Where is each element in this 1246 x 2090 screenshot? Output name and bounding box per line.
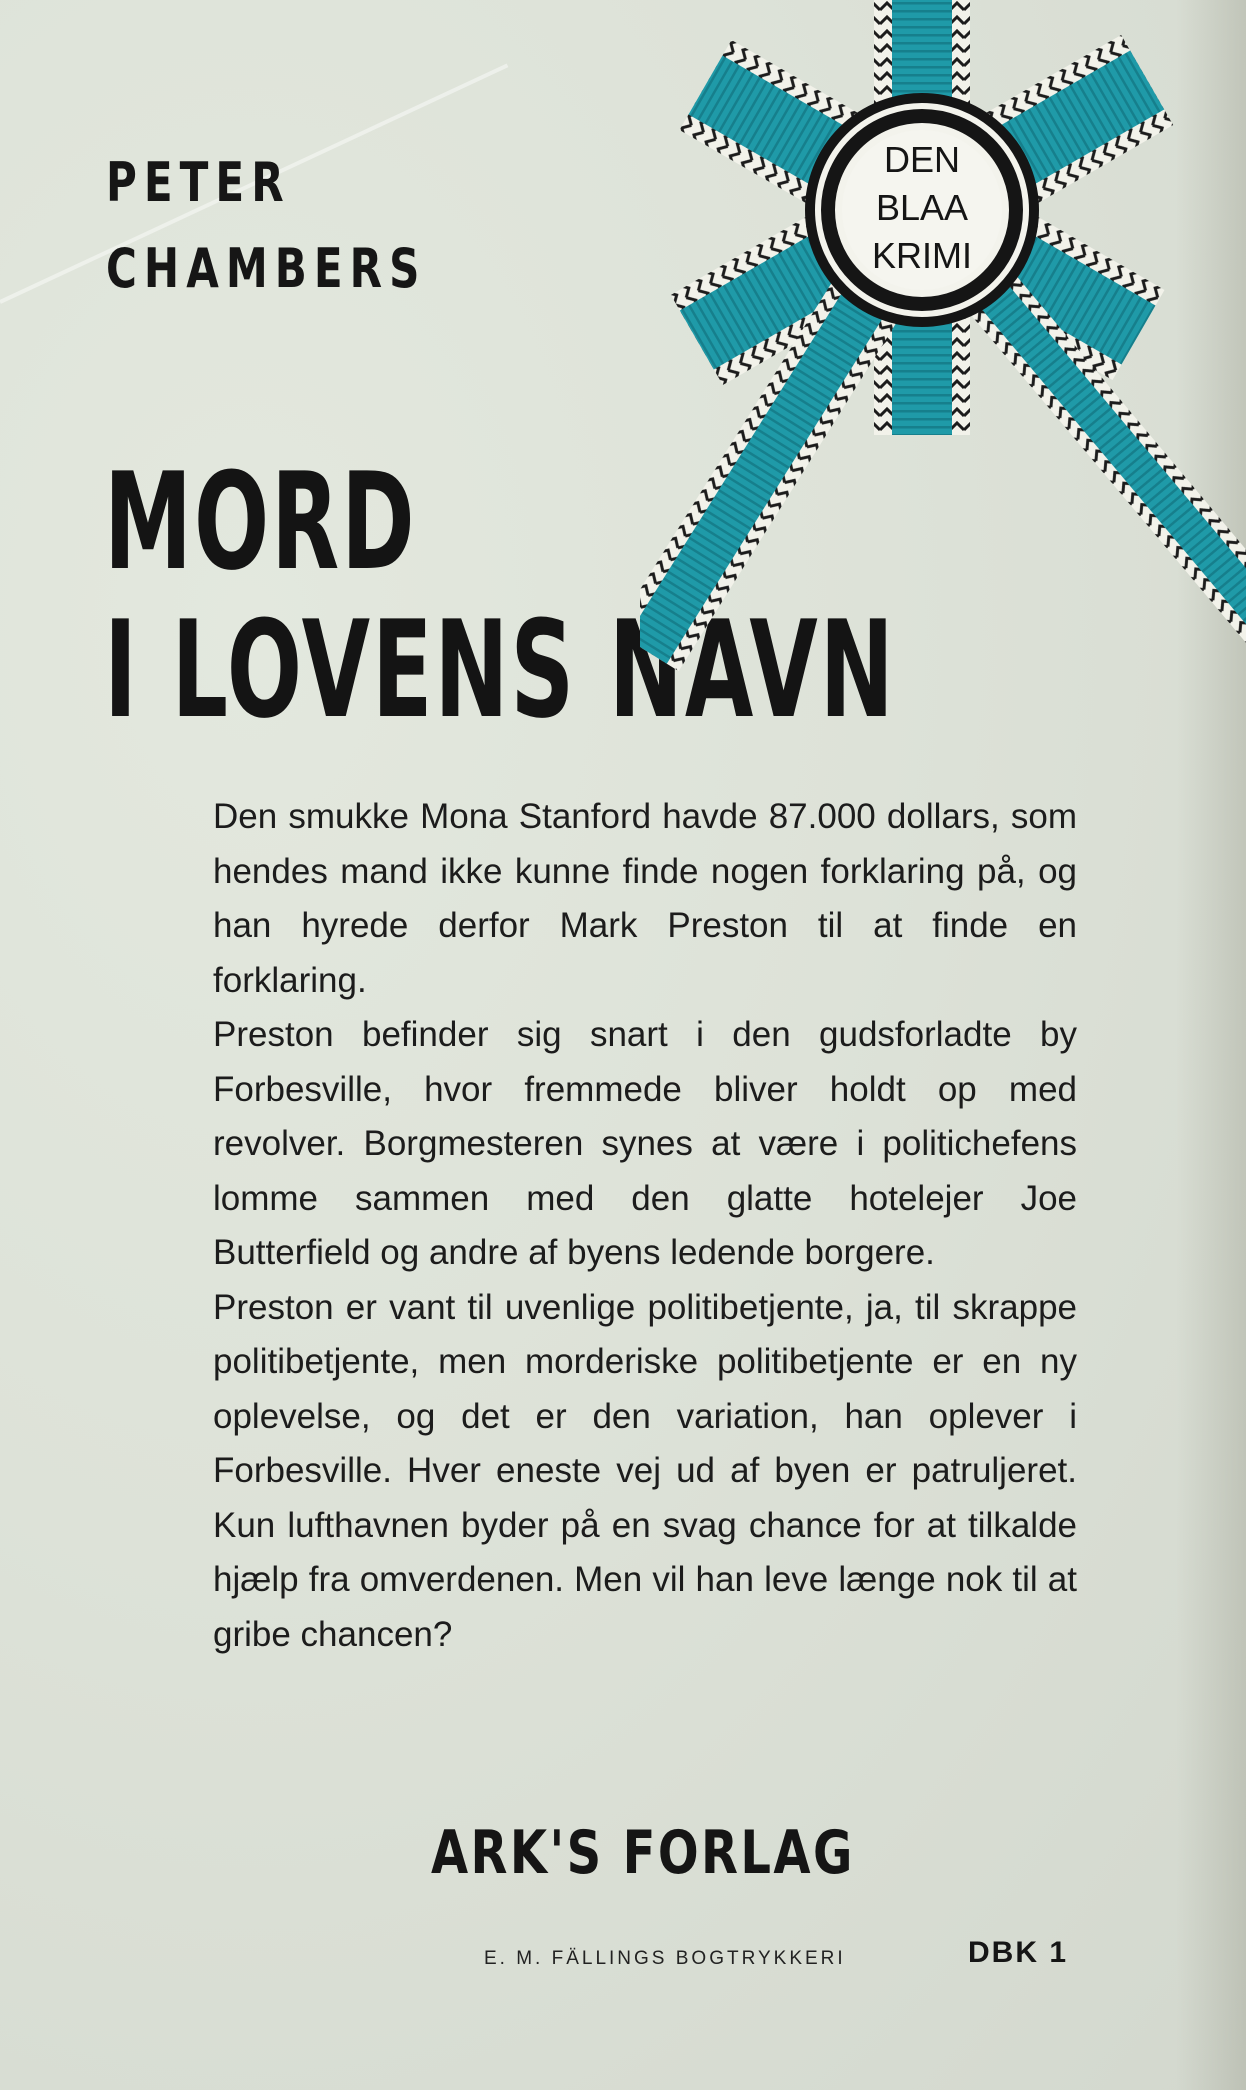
series-code: DBK 1 — [968, 1936, 1069, 1969]
blurb-text — [213, 790, 1077, 1662]
title-line-2: I LOVENS NAVN — [104, 592, 896, 748]
publisher-block — [0, 1818, 1246, 1888]
blurb-paragraph: Den smukke Mona Stanford havde 87.000 dollars, som hendes mand ikke kunne finde nogen forklaring på, og han hyrede derfor Mark Preston til at finde en forklaring. — [213, 797, 1077, 1000]
emblem-seal — [810, 98, 1034, 322]
printer-credit: E. M. FÄLLINGS BOGTRYKKERI — [484, 1948, 846, 1969]
title-line-1: MORD — [104, 444, 417, 600]
blurb-paragraph: Preston er vant til uvenlige politibetjente, ja, til skrappe politibetjente, men morderiske politibetjente er en ny oplevelse, og det er den variation, han oplever i Forbesville. Hver eneste vej ud af byen er patruljeret. Kun lufthavnen byder på en svag chance for at tilkalde hjælp fra omverdenen. Men vil han leve længe nok til at gribe chancen? — [213, 1287, 1077, 1654]
author-first-name: PETER — [106, 151, 291, 214]
publisher-name: ARK'S FORLAG — [431, 1818, 855, 1888]
den-blaa-krimi-emblem — [640, 0, 1246, 700]
author-last-name: CHAMBERS — [106, 237, 427, 300]
emblem-text-krimi: KRIMI — [871, 235, 973, 276]
emblem-text-den: DEN — [883, 139, 961, 180]
author-name — [106, 140, 426, 312]
blurb-paragraph: Preston befinder sig snart i den gudsforladte by Forbesville, hvor fremmede bliver holdt op med revolver. Borgmesteren synes at være i politichefens lomme sammen med den glatte hotelejer Joe Butterfield og andre af byens ledende borgere. — [213, 1015, 1077, 1272]
emblem-text-blaa: BLAA — [875, 187, 969, 228]
